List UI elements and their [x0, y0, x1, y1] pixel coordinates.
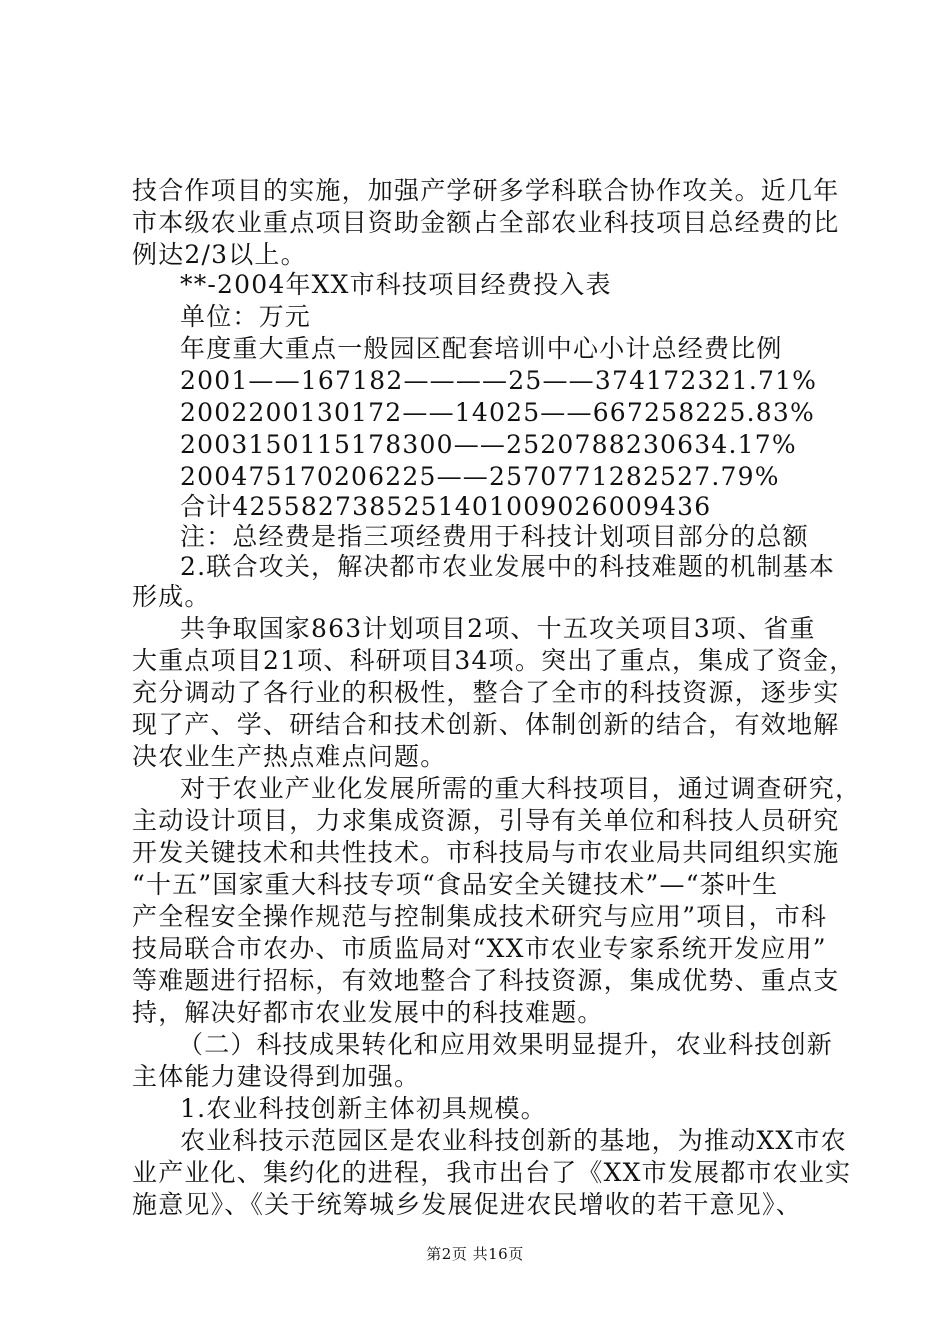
body-line: 市本级农业重点项目资助金额占全部农业科技项目总经费的比 [132, 208, 840, 237]
body-line: 技局联合市农办、市质监局对“XX市农业专家系统开发应用” [132, 934, 827, 963]
table-unit: 单位：万元 [180, 302, 312, 331]
page-footer: 第2页 共16页 [426, 1245, 524, 1263]
table-note: 注：总经费是指三项经费用于科技计划项目部分的总额 [180, 522, 809, 551]
body-line: 共争取国家863计划项目2项、十五攻关项目3项、省重 [180, 614, 816, 643]
body-line: 等难题进行招标，有效地整合了科技资源，集成优势、重点支 [132, 966, 840, 995]
table-row: 2002200130172——14025——667258225.83% [180, 398, 815, 427]
table-header: 年度重大重点一般园区配套培训中心小计总经费比例 [180, 334, 783, 363]
body-line: 对于农业产业化发展所需的重大科技项目，通过调查研究， [180, 774, 862, 803]
section-heading: （二）科技成果转化和应用效果明显提升，农业科技创新 [178, 1030, 834, 1059]
body-line: 例达2/3以上。 [132, 240, 307, 269]
table-row: 2001——167182————25——374172321.71% [180, 366, 818, 395]
body-line: 施意见》、《关于统筹城乡发展促进农民增收的若干意见》、 [132, 1190, 802, 1219]
body-line: 产全程安全操作规范与控制集成技术研究与应用”项目，市科 [132, 902, 828, 931]
section-heading: 形成。 [132, 582, 211, 611]
body-line: 技合作项目的实施，加强产学研多学科联合协作攻关。近几年 [132, 176, 840, 205]
body-line: 决农业生产热点难点问题。 [132, 742, 447, 771]
body-line: 农业科技示范园区是农业科技创新的基地，为推动XX市农 [180, 1126, 847, 1155]
body-line: 开发关键技术和共性技术。市科技局与市农业局共同组织实施 [132, 838, 840, 867]
body-line: 充分调动了各行业的积极性，整合了全市的科技资源，逐步实 [132, 678, 840, 707]
body-line: 持，解决好都市农业发展中的科技难题。 [132, 998, 604, 1027]
body-line: “十五”国家重大科技专项“食品安全关键技术”—“茶叶生 [132, 870, 779, 899]
table-row: 2003150115178300——2520788230634.17% [180, 430, 797, 459]
section-heading: 主体能力建设得到加强。 [132, 1062, 421, 1091]
body-line: 主动设计项目，力求集成资源，引导有关单位和科技人员研究 [132, 806, 840, 835]
subsection-heading: 1.农业科技创新主体初具规模。 [180, 1094, 547, 1123]
body-line: 大重点项目21项、科研项目34项。突出了重点，集成了资金， [132, 646, 856, 675]
table-total-row: 合计4255827385251401009026009436 [180, 492, 712, 521]
table-title: **-2004年XX市科技项目经费投入表 [180, 270, 612, 299]
table-row: 200475170206225——2570771282527.79% [180, 462, 780, 491]
section-heading: 2.联合攻关，解决都市农业发展中的科技难题的机制基本 [180, 552, 836, 581]
body-line: 现了产、学、研结合和技术创新、体制创新的结合，有效地解 [132, 710, 840, 739]
body-line: 业产业化、集约化的进程，我市出台了《XX市发展都市农业实 [132, 1158, 852, 1187]
